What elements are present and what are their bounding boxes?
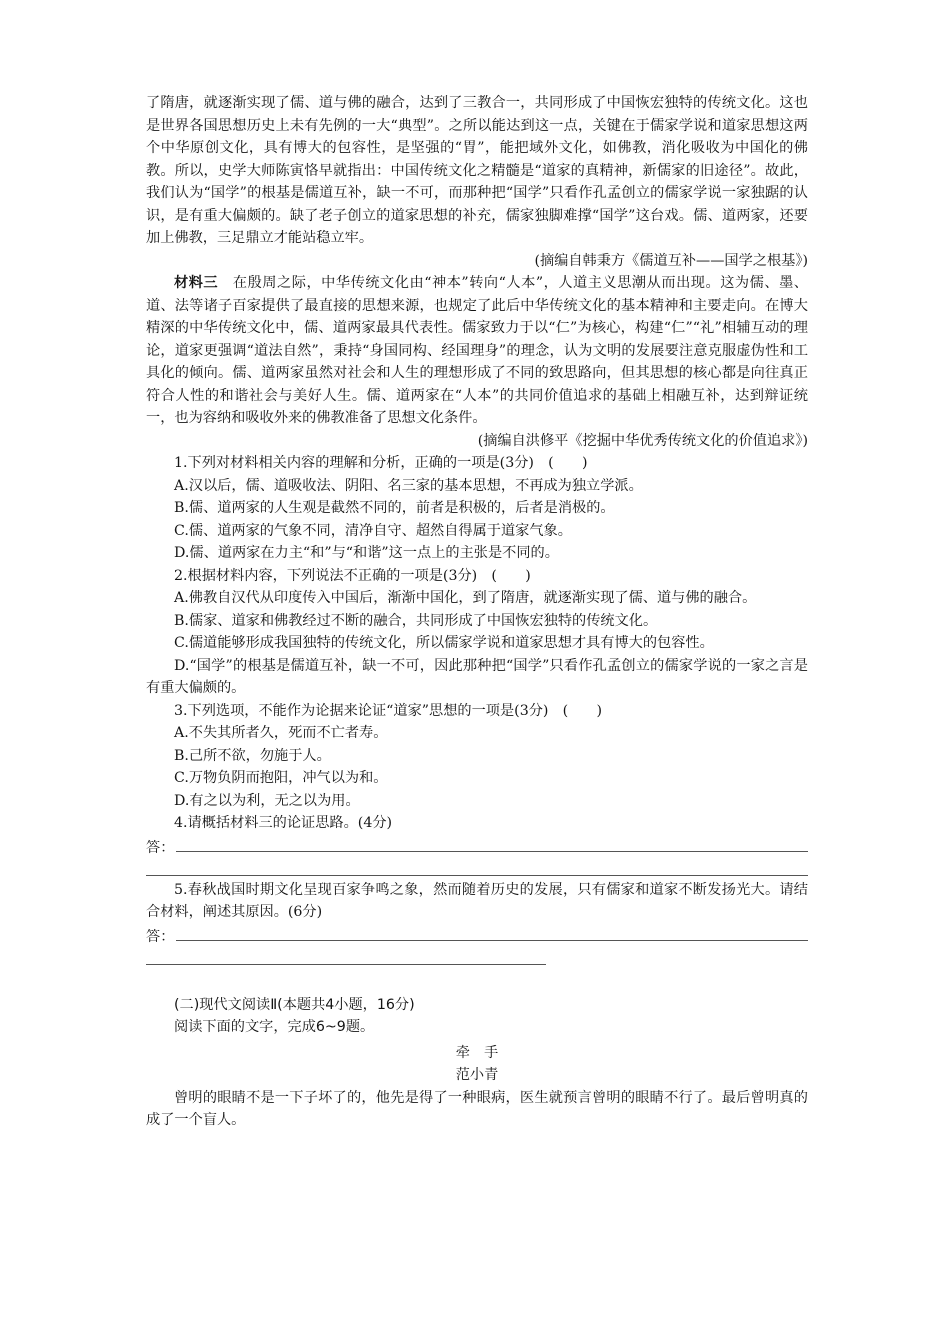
q4-stem: 4.请概括材料三的论证思路。(4分) [174, 815, 393, 831]
material3-body: 在殷周之际，中华传统文化由“神本”转向“人本”，人道主义思潮从而出现。这为儒、墨、道、法等诸子百家提供了最直接的思想来源，也规定了此后中华传统文化的基本精神和主要走向。在博大精深的中华传统文化中，儒、道两家最具代表性。儒家致力于以“仁”为核心，构建“仁”“礼”相辅互动的理论，道家更强调“道法自然”，秉持“身国同构、经国理身”的理念，认为文明的发展要注意克服虚伪性和工具化的倾向。儒、道两家虽然对社会和人生的理想形成了不同的致思路向，但其思想的核心都是向往真正符合人性的和谐社会与美好人生。儒、道两家在“人本”的共同价值追求的基础上相融互补，达到辩证统一，也为容纳和吸收外来的佛教准备了思想文化条件。 [146, 275, 809, 426]
story-author: 范小青 [455, 1067, 499, 1083]
q3-option-b: B.己所不欲，勿施于人。 [174, 747, 331, 764]
q5-stem: 5.春秋战国时期文化呈现百家争鸣之象，然而随着历史的发展，只有儒家和道家不断发扬光大。请结合材料，阐述其原因。(6分) [146, 881, 808, 920]
material2-body: 了隋唐，就逐渐实现了儒、道与佛的融合，达到了三教合一，共同形成了中国恢宏独特的传统文化。这也是世界各国思想历史上未有先例的一大“典型”。之所以能达到这一点，关键在于儒家学说和道家思想这两个中华原创文化，具有博大的包容性，是坚强的“胃”，能把域外文化，如佛教，消化吸收为中国化的佛教。所以，史学大师陈寅恪早就指出：中国传统文化之精髓是“道家的真精神，新儒家的旧途径”。故此，我们认为“国学”的根基是儒道互补，缺一不可，而那种把“国学”只看作孔孟创立的儒家学说一家独踞的认识，是有重大偏颇的。缺了老子创立的道家思想的补充，儒家独脚难撑“国学”这台戏。儒、道两家，还要加上佛教，三足鼎立才能站稳立牢。 [146, 95, 808, 246]
q4-answer-label: 答： [146, 839, 175, 856]
q1-stem: 1.下列对材料相关内容的理解和分析，正确的一项是(3分) ( ) [174, 455, 588, 471]
q5-answer-label: 答： [146, 928, 175, 945]
q3-option-a: A.不失其所者久，死而不亡者寿。 [174, 725, 388, 741]
q1-option-c: C.儒、道两家的气象不同，清净自守、超然自得属于道家气象。 [174, 522, 572, 539]
q3-stem: 3.下列选项，不能作为论据来论证“道家”思想的一项是(3分) ( ) [174, 702, 603, 719]
page [146, 92, 808, 1132]
material3-source: (摘编自洪修平《挖掘中华优秀传统文化的价值追求》) [477, 432, 808, 449]
material3-paragraph [146, 272, 808, 430]
q5-answer-line-2[interactable] [146, 964, 546, 965]
q1-option-a: A.汉以后，儒、道吸收法、阴阳、名三家的基本思想，不再成为独立学派。 [174, 477, 643, 494]
story-title: 牵 手 [455, 1044, 499, 1061]
q4-answer-line[interactable] [146, 835, 808, 857]
section2-heading: (二)现代文阅读Ⅱ(本题共4小题，16分) [174, 996, 415, 1013]
q3-option-c: C.万物负阴而抱阳，冲气以为和。 [174, 770, 388, 786]
q1-option-b: B.儒、道两家的人生观是截然不同的，前者是积极的，后者是消极的。 [174, 500, 615, 516]
q2-option-a: A.佛教自汉代从印度传入中国后，渐渐中国化，到了隋唐，就逐渐实现了儒、道与佛的融合。 [174, 590, 757, 606]
q2-option-c: C.儒道能够形成我国独特的传统文化，所以儒家学说和道家思想才具有博大的包容性。 [174, 635, 714, 651]
q2-option-b: B.儒家、道家和佛教经过不断的融合，共同形成了中国恢宏独特的传统文化。 [174, 612, 658, 629]
q2-option-d: D.“国学”的根基是儒道互补，缺一不可，因此那种把“国学”只看作孔孟创立的儒家学说的一家之言是有重大偏颇的。 [146, 657, 808, 696]
q4-answer-line-2[interactable] [146, 875, 808, 876]
q1-option-d: D.儒、道两家在力主“和”与“和谐”这一点上的主张是不同的。 [174, 545, 559, 561]
q2-stem: 2.根据材料内容，下列说法不正确的一项是(3分) ( ) [174, 567, 531, 584]
q3-option-d: D.有之以为利，无之以为用。 [174, 792, 360, 809]
section2-instruction: 阅读下面的文字，完成6~9题。 [174, 1019, 375, 1035]
material2-source: (摘编自韩秉方《儒道互补——国学之根基》) [534, 252, 808, 269]
q5-answer-line[interactable] [146, 924, 808, 946]
material3-label: 材料三 [174, 275, 219, 291]
story-body: 曾明的眼睛不是一下子坏了的，他先是得了一种眼病，医生就预言曾明的眼睛不行了。最后曾明真的成了一个盲人。 [146, 1089, 808, 1128]
